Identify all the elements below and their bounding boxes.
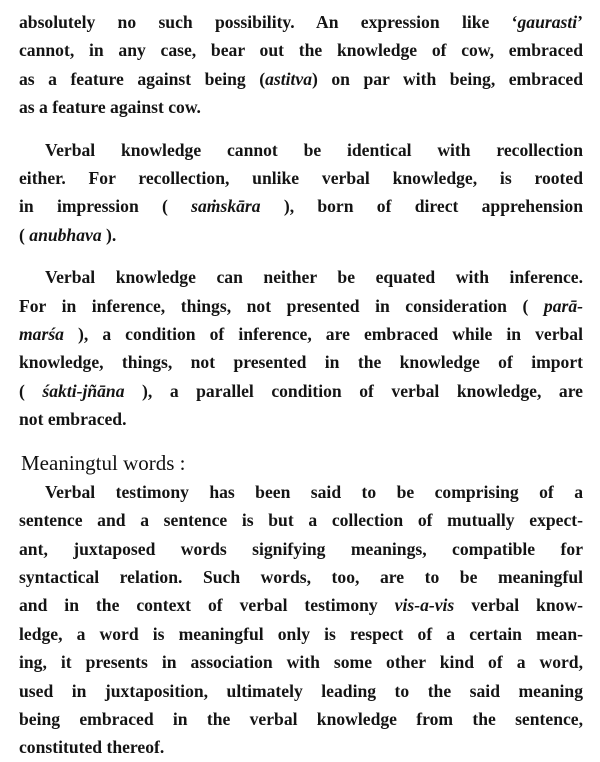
text-line: knowledge, things, not presented in the knowledge of import: [19, 352, 583, 373]
text-line: in impression ( saṁskāra ), born of direct apprehension: [19, 196, 583, 217]
section-body-text: [19, 478, 583, 762]
text-line: sentence and a sentence is but a collection of mutually expect-: [19, 510, 583, 531]
text-line: and in the context of verbal testimony vis-a-vis verbal know-: [19, 595, 583, 616]
text-line: ing, it presents in association with some other kind of a word,: [19, 652, 583, 673]
italic-term: astitva: [265, 68, 312, 89]
text-line: marśa ), a condition of inference, are embraced while in verbal: [19, 324, 583, 345]
italic-term: anubhava: [29, 224, 102, 245]
section-heading: Meaningtul words :: [21, 450, 186, 475]
spacer: [19, 434, 583, 448]
paragraph-gap: [19, 249, 583, 263]
text-line: ledge, a word is meaningful only is respect of a certain mean-: [19, 623, 583, 644]
text-line: For in inference, things, not presented in consideration ( parā-: [19, 295, 583, 316]
paragraph-gap: [19, 122, 583, 136]
text-line: ant, juxtaposed words signifying meanings, compatible for: [19, 538, 583, 559]
paragraph-p3: [19, 263, 583, 433]
text-line: cannot, in any case, bear out the knowledge of cow, embraced: [19, 40, 583, 61]
text-line: Verbal knowledge can neither be equated with inference.: [45, 267, 583, 288]
text-line: ( anubhava ).: [19, 224, 117, 245]
text-line: constituted thereof.: [19, 737, 165, 758]
italic-term: saṁskāra: [191, 196, 261, 217]
italic-term: parā-: [543, 295, 583, 316]
document-page: [19, 8, 583, 762]
paragraph-p4: [19, 478, 583, 762]
text-line: as a feature against cow.: [19, 97, 201, 118]
paragraph-p2: [19, 136, 583, 250]
text-line: used in juxtaposition, ultimately leading to the said meaning: [19, 680, 583, 701]
italic-term: śakti-jñāna: [42, 380, 125, 401]
paragraph-p1: [19, 8, 583, 122]
text-line: syntactical relation. Such words, too, are to be meaningful: [19, 566, 583, 587]
italic-term: marśa: [19, 324, 64, 345]
text-line: ( śakti-jñāna ), a parallel condition of verbal knowledge, are: [19, 380, 583, 401]
text-line: either. For recollection, unlike verbal knowledge, is rooted: [19, 168, 583, 189]
text-line: being embraced in the verbal knowledge from the sentence,: [19, 708, 583, 729]
italic-term: gaurasti: [517, 12, 578, 32]
text-line: as a feature against being (astitva) on par with being, embraced: [19, 68, 583, 89]
text-line: absolutely no such possibility. An expression like ‘gaurasti’: [19, 12, 583, 32]
text-line: not embraced.: [19, 409, 127, 430]
text-line: Verbal knowledge cannot be identical with recollection: [45, 139, 583, 160]
text-line: Verbal testimony has been said to be comprising of a: [45, 481, 583, 502]
body-text: [19, 8, 583, 434]
italic-term: vis-a-vis: [394, 595, 455, 616]
